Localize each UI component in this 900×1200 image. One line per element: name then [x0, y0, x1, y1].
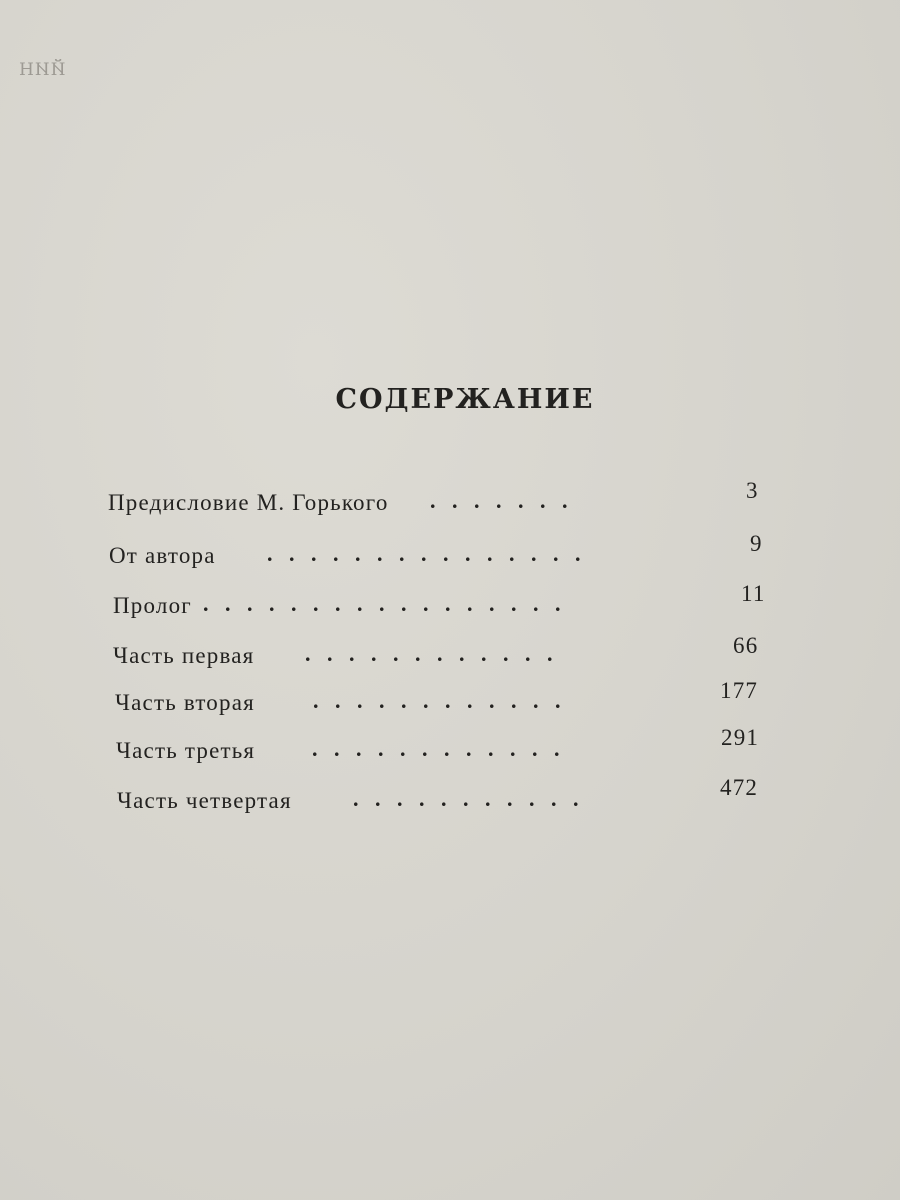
- bleed-through-text: ЙИН: [18, 60, 66, 80]
- toc-entry-title: От автора: [109, 543, 216, 568]
- page-title: СОДЕРЖАНИЕ: [335, 384, 595, 415]
- dot-leader: . . . . . . . . . . . .: [305, 641, 553, 666]
- toc-entry-page: 291: [721, 725, 760, 750]
- toc-entry-title: Предисловие М. Горького: [108, 490, 389, 515]
- toc-entry-page: 9: [750, 531, 763, 556]
- dot-leader: . . . . . . . . . . .: [353, 786, 579, 811]
- toc-entry-page: 11: [741, 581, 766, 606]
- toc-entry-title: Часть вторая: [115, 690, 255, 715]
- dot-leader: . . . . . . . . . . . . . . .: [267, 541, 581, 566]
- toc-entry-title: Часть четвертая: [117, 788, 292, 813]
- toc-entry-page: 3: [746, 478, 759, 503]
- toc-entry-title: Часть первая: [113, 643, 255, 668]
- dot-leader: . . . . . . . . . . . .: [313, 688, 561, 713]
- toc-entry-page: 472: [720, 775, 759, 800]
- toc-entry-page: 66: [733, 633, 759, 658]
- dot-leader: . . . . . . . . . . . . . . . . .: [203, 591, 561, 616]
- toc-entry-page: 177: [720, 678, 759, 703]
- dot-leader: . . . . . . . . . . . .: [312, 736, 560, 761]
- dot-leader: . . . . . . .: [430, 488, 568, 513]
- toc-entry-title: Часть третья: [116, 738, 256, 763]
- toc-entry-title: Пролог: [113, 593, 192, 618]
